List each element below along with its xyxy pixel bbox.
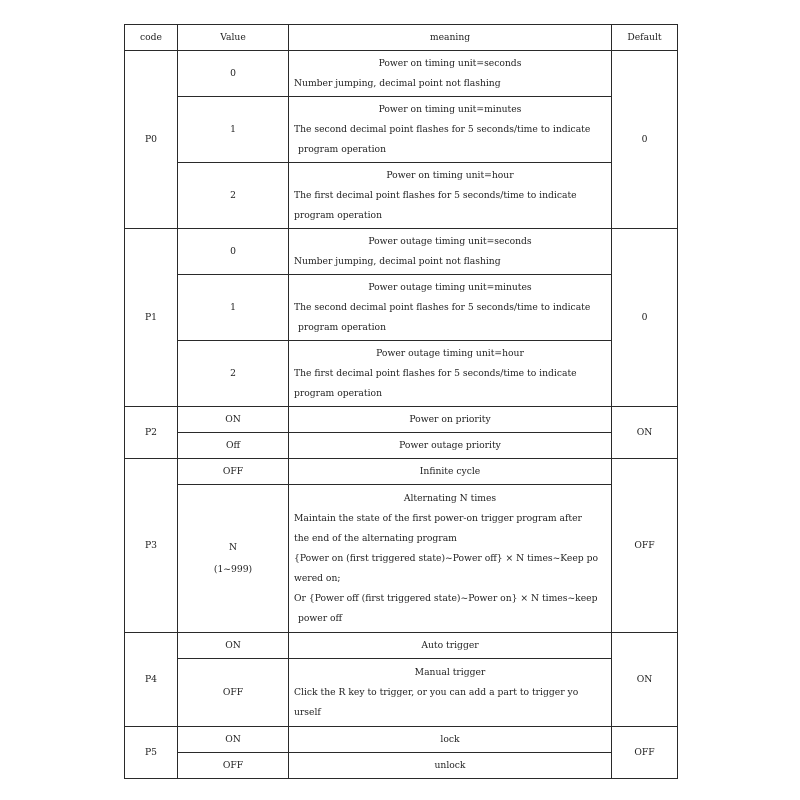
option-value: 1 <box>178 275 289 341</box>
header-row <box>125 25 678 51</box>
param-code: P5 <box>125 727 178 779</box>
option-meaning <box>289 163 612 229</box>
header-default: Default <box>612 25 678 51</box>
option-meaning <box>289 229 612 275</box>
param-default: ON <box>612 407 678 459</box>
meaning-title: unlock <box>434 759 466 771</box>
meaning-title: Power on timing unit=hour <box>386 169 514 181</box>
table-row <box>125 97 678 163</box>
meaning-line: program operation <box>294 209 382 221</box>
meaning-title: Power on timing unit=seconds <box>378 57 522 69</box>
option-value: ON <box>178 407 289 433</box>
option-meaning <box>289 97 612 163</box>
param-default: 0 <box>612 51 678 229</box>
param-code: P3 <box>125 459 178 633</box>
table-row <box>125 727 678 753</box>
meaning-title: Infinite cycle <box>419 465 481 477</box>
meaning-title: Alternating N times <box>403 492 497 504</box>
option-value: OFF <box>178 753 289 779</box>
table-body <box>125 51 678 779</box>
meaning-line: The second decimal point flashes for 5 seconds/time to indicate <box>294 123 591 135</box>
option-value: OFF <box>178 459 289 485</box>
meaning-line: Click the R key to trigger, or you can add a part to trigger yo <box>294 686 579 698</box>
table-row <box>125 341 678 407</box>
option-value: 1 <box>178 97 289 163</box>
meaning-title: Power outage priority <box>399 439 501 451</box>
option-meaning <box>289 51 612 97</box>
table-row <box>125 459 678 485</box>
meaning-title: Power on priority <box>409 413 491 425</box>
meaning-line: The first decimal point flashes for 5 seconds/time to indicate <box>294 367 577 379</box>
param-default: OFF <box>612 459 678 633</box>
header-value: Value <box>178 25 289 51</box>
option-meaning <box>289 633 612 659</box>
header-code: code <box>125 25 178 51</box>
option-value: ON <box>178 633 289 659</box>
meaning-title: lock <box>440 733 460 745</box>
table-row <box>125 633 678 659</box>
table-row <box>125 275 678 341</box>
table-row <box>125 753 678 779</box>
table-row <box>125 433 678 459</box>
option-meaning <box>289 753 612 779</box>
option-value: ON <box>178 727 289 753</box>
meaning-title: Manual trigger <box>414 666 486 678</box>
option-value: 0 <box>178 229 289 275</box>
option-value-range: (1~999) <box>213 563 253 575</box>
meaning-title: Power outage timing unit=minutes <box>368 281 532 293</box>
param-code: P1 <box>125 229 178 407</box>
table-row <box>125 659 678 727</box>
param-default: 0 <box>612 229 678 407</box>
param-code: P4 <box>125 633 178 727</box>
meaning-line: Number jumping, decimal point not flashing <box>294 77 501 89</box>
option-value: 2 <box>178 341 289 407</box>
meaning-title: Power on timing unit=minutes <box>378 103 522 115</box>
option-meaning <box>289 459 612 485</box>
table-row <box>125 51 678 97</box>
table-row <box>125 485 678 633</box>
meaning-line: program operation <box>298 143 386 155</box>
meaning-title: Power outage timing unit=hour <box>376 347 524 359</box>
param-code: P0 <box>125 51 178 229</box>
meaning-line: Maintain the state of the first power-on trigger program after <box>294 512 582 524</box>
param-default: ON <box>612 633 678 727</box>
option-meaning <box>289 659 612 727</box>
option-meaning <box>289 485 612 633</box>
option-meaning <box>289 727 612 753</box>
option-value: OFF <box>178 659 289 727</box>
meaning-line: wered on; <box>294 572 341 584</box>
meaning-line: The first decimal point flashes for 5 seconds/time to indicate <box>294 189 577 201</box>
option-meaning <box>289 433 612 459</box>
table-row <box>125 163 678 229</box>
meaning-line: program operation <box>294 387 382 399</box>
option-meaning <box>289 341 612 407</box>
meaning-line: the end of the alternating program <box>294 532 457 544</box>
option-value: 2 <box>178 163 289 229</box>
option-meaning <box>289 407 612 433</box>
option-value: 0 <box>178 51 289 97</box>
meaning-line: program operation <box>298 321 386 333</box>
meaning-line: urself <box>294 706 321 718</box>
param-code: P2 <box>125 407 178 459</box>
meaning-line: {Power on (first triggered state)~Power off} × N times~Keep po <box>294 552 599 564</box>
header-meaning: meaning <box>289 25 612 51</box>
meaning-title: Power outage timing unit=seconds <box>368 235 532 247</box>
option-meaning <box>289 275 612 341</box>
table-row <box>125 407 678 433</box>
meaning-line: Or {Power off (first triggered state)~Power on} × N times~keep <box>294 592 598 604</box>
parameter-table <box>124 24 678 779</box>
meaning-line: Number jumping, decimal point not flashing <box>294 255 501 267</box>
param-default: OFF <box>612 727 678 779</box>
option-value-text: N <box>228 541 238 553</box>
table-row <box>125 229 678 275</box>
option-value: Off <box>178 433 289 459</box>
meaning-line: The second decimal point flashes for 5 seconds/time to indicate <box>294 301 591 313</box>
meaning-line: power off <box>298 612 343 624</box>
option-value <box>178 485 289 633</box>
meaning-title: Auto trigger <box>421 639 479 651</box>
